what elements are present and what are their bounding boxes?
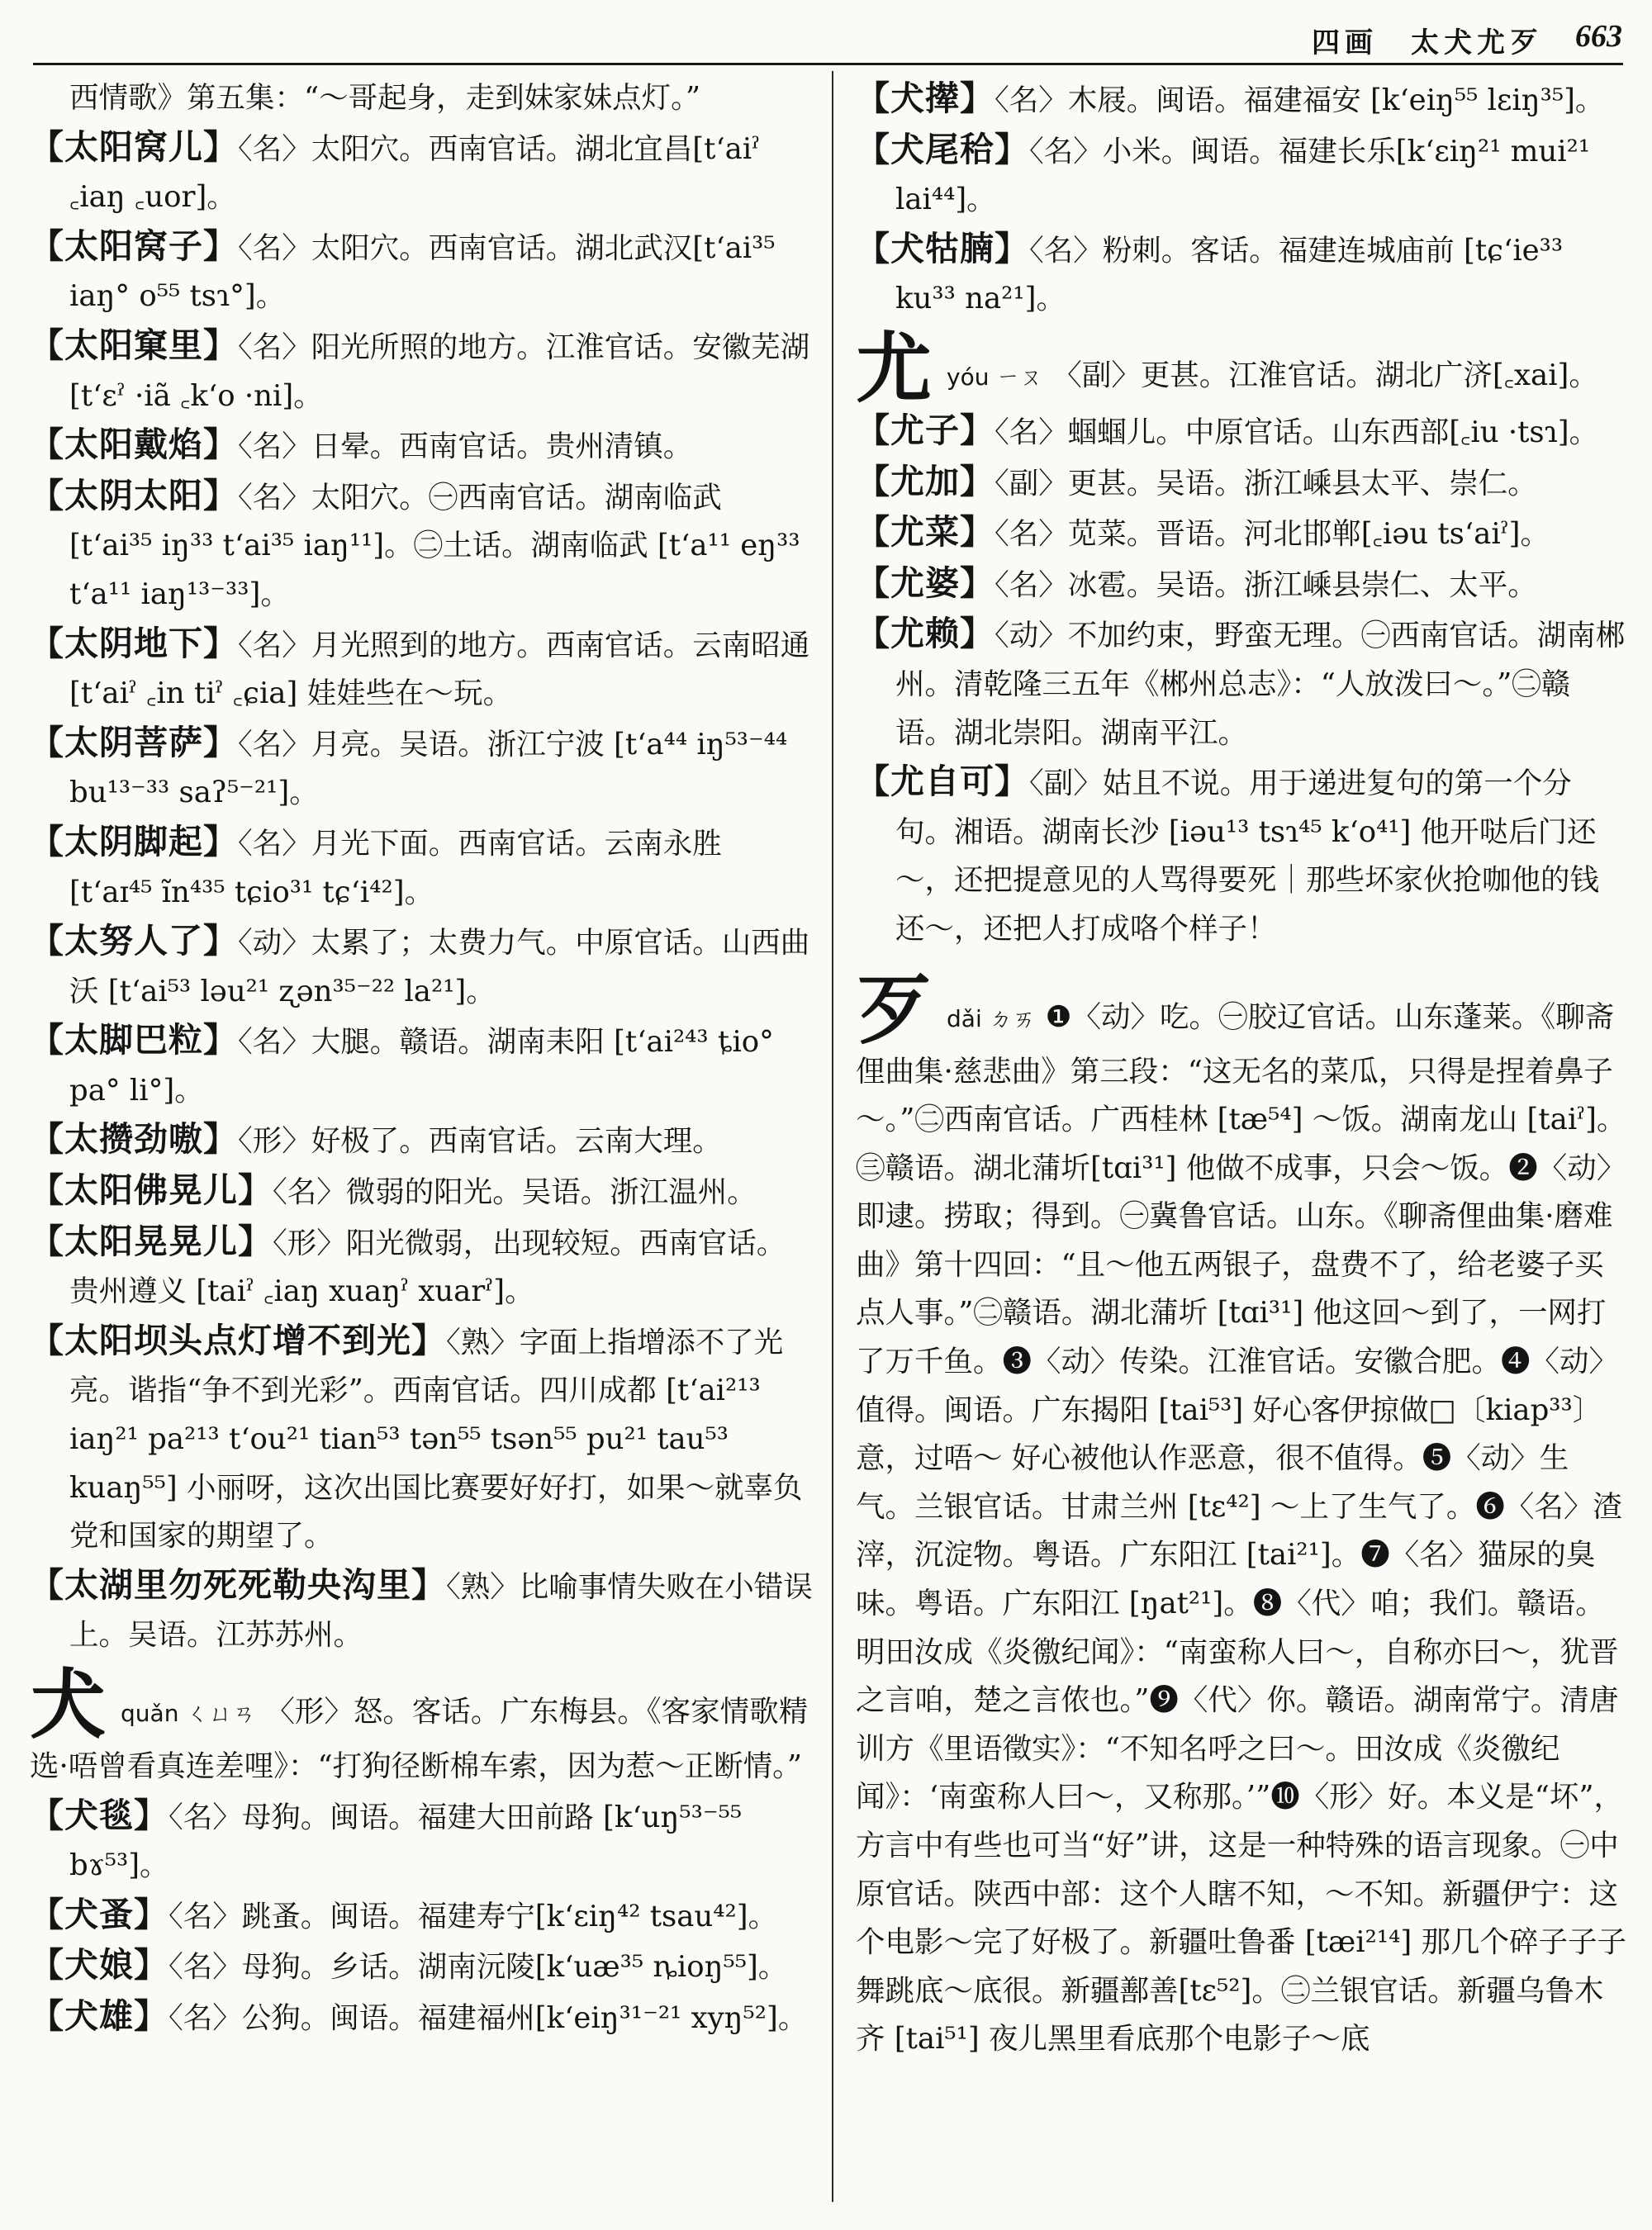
entry-text: 〈名〉太阳穴。西南官话。湖北武汉[tʻai³⁵ iaŋ° o⁵⁵ tsɿ°]。 xyxy=(69,230,776,314)
header-rule xyxy=(33,63,1623,65)
entry-text: 〈名〉阳光所照的地方。江淮官话。安徽芜湖 [tʻɛˀ ·iã ꜀kʻo ·ni]。 xyxy=(69,330,810,413)
headword: 【太阳窠里】 xyxy=(30,325,238,365)
entry-text: 〈名〉冰雹。吴语。浙江嵊县崇仁、太平。 xyxy=(995,567,1537,602)
headword: 【太脚巴粒】 xyxy=(30,1020,238,1060)
entry-continuation: 西情歌》第五集：“～哥起身，走到妹家妹点灯。” xyxy=(69,81,701,115)
headword: 【太湖里勿死死勒央沟里】 xyxy=(30,1564,446,1605)
entry xyxy=(30,719,813,818)
entry-text: 〈副〉姑且不说。用于递进复句的第一个分句。湘语。湖南长沙 [iəu¹³ tsɿ⁴⁵ kʻo⁴¹] 他开哒后门还～，还把提意见的人骂得要死｜那些坏家伙抢咖他的钱还～，还把人打成咯个样子！ xyxy=(895,766,1600,946)
entry-text: 〈动〉太累了；太费力气。中原官话。山西曲沃 [tʻai⁵³ ləu²¹ ʐən³⁵⁻²² la²¹]。 xyxy=(69,926,810,1008)
headword: 【犬娘】 xyxy=(30,1945,169,1986)
pinyin: yóu ㄧㄡ xyxy=(947,363,1043,391)
right-column xyxy=(856,74,1627,2197)
character-entry xyxy=(30,1660,813,1791)
entry-text: ❶〈动〉吃。㊀胶辽官话。山东蓬莱。《聊斋俚曲集·慈悲曲》第三段：“这无名的菜瓜，只得是捏着鼻子～。”㊁西南官话。广西桂林 [tæ⁵⁴] ～饭。湖南龙山 [taiˀ]。㊂赣语。湖北蒲圻[tɑi³¹] 他做不成事，只会～饭。❷〈动〉即逮。捞取；得到。㊀冀鲁官话。山东。《聊斋俚曲集·磨难曲》第十四回：“且～他五两银子，盘费不了，给老婆子买点人事。”㊁赣语。湖北蒲圻 [tɑi³¹] 他这回～到了，一网打了万千鱼。❸〈动〉传染。江淮官话。安徽合肥。❹〈动〉值得。闽语。广东揭阳 [tai⁵³] 好心客伊掠做□〔kiap³³〕意，过唔～ 好心被他认作恶意，很不值得。❺〈动〉生气。兰银官话。甘肃兰州 [tɛ⁴²] ～上了生气了。❻〈名〉渣滓，沉淀物。粤语。广东阳江 [tai²¹]。❼〈名〉猫尿的臭味。粤语。广东阳江 [ŋat²¹]。❽〈代〉咱；我们。赣语。明田汝成《炎徼纪闻》：“南蛮称人曰～，自称亦曰～，犹晋之言咱，楚之言侬也。”❾〈代〉你。赣语。湖南常宁。清唐训方《里语徵实》：“不知名呼之曰～。田汝成《炎徼纪闻》：‘南蛮称人曰～，又称那。’”❿〈形〉好。本义是“坏”，方言中有些也可当“好”讲，这是一种特殊的语言现象。㊀中原官话。陕西中部：这个人瞎不知，～不知。新疆伊宁：这个电影～完了好极了。新疆吐鲁番 [tæi²¹⁴] 那几个碎子子子舞跳底～底很。新疆鄯善[tɛ⁵²]。㊁兰银官话。新疆乌鲁木齐 [tai⁵¹] 夜儿黑里看底那个电影子～底 xyxy=(856,999,1626,2057)
entry-text: 〈名〉跳蚤。闽语。福建寿宁[kʻɛiŋ⁴² tsau⁴²]。 xyxy=(169,1899,778,1933)
head-character: 尤 xyxy=(856,323,933,413)
headword: 【太阳晃晃儿】 xyxy=(30,1221,273,1261)
entry-text: 〈熟〉字面上指增添不了光亮。谐指“争不到光彩”。西南官话。四川成都 [tʻai²¹³ iaŋ²¹ pa²¹³ tʻou²¹ tian⁵³ tən⁵⁵ tsən⁵⁵ pu²¹ tau⁵³ kuaŋ⁵⁵] 小丽呀，这次出国比赛要好好打，如果～就辜负党和国家的期望了。 xyxy=(69,1325,803,1554)
entry xyxy=(30,123,813,222)
entry-text: 〈名〉月亮。吴语。浙江宁波 [tʻa⁴⁴ iŋ⁵³⁻⁴⁴ bu¹³⁻³³ saʔ⁵⁻²¹]。 xyxy=(69,727,788,810)
headword: 【太阳坝头点灯增不到光】 xyxy=(30,1320,446,1360)
entry-text: 〈名〉太阳穴。西南官话。湖北宜昌[tʻaiˀ ꜀iaŋ ꜀uor]。 xyxy=(69,131,761,215)
entry xyxy=(30,1561,813,1660)
entry xyxy=(30,1217,813,1317)
entry-text: 〈形〉阳光微弱，出现较短。西南官话。贵州遵义 [taiˀ ꜀iaŋ xuaŋˀ xuarˀ]。 xyxy=(69,1226,786,1309)
entry xyxy=(30,1115,813,1166)
entry-text: 〈副〉更甚。吴语。浙江嵊县太平、崇仁。 xyxy=(995,466,1537,501)
headword: 【犬牯腩】 xyxy=(856,228,1029,268)
entry xyxy=(856,508,1627,559)
entry-text: 〈名〉母狗。闽语。福建大田前路 [kʻuŋ⁵³⁻⁵⁵ bɤ⁵³]。 xyxy=(69,1800,743,1883)
entry xyxy=(30,321,813,420)
entry xyxy=(30,1791,813,1891)
page-number: 663 xyxy=(1575,19,1622,54)
entry-text: 〈形〉好极了。西南官话。云南大理。 xyxy=(238,1124,722,1159)
page-header xyxy=(0,0,1652,64)
entry xyxy=(30,1992,813,2043)
entry-text: 〈名〉大腿。赣语。湖南耒阳 [tʻai²⁴³ ȶio° pa° li°]。 xyxy=(69,1025,774,1108)
head-character: 犬 xyxy=(30,1660,107,1749)
entry-text: 〈名〉蝈蝈儿。中原官话。山东西部[꜀iu ·tsɿ]。 xyxy=(995,415,1599,449)
entry xyxy=(30,1891,813,1942)
entry xyxy=(856,406,1627,458)
entry xyxy=(856,559,1627,610)
character-entry xyxy=(856,965,1627,2064)
headword: 【太阳戴焰】 xyxy=(30,425,238,465)
headword: 【尤婆】 xyxy=(856,562,995,603)
running-head-title: 四画 太犬尤歹 xyxy=(1312,26,1543,59)
entry-text: 〈名〉月光照到的地方。西南官话。云南昭通 [tʻaiˀ ꜀in tiˀ ꜀ɕia] 娃娃些在～玩。 xyxy=(69,628,810,711)
entry xyxy=(30,1166,813,1217)
headword: 【太阴脚起】 xyxy=(30,821,238,861)
headword: 【犬雄】 xyxy=(30,1995,169,2036)
entry-text: 〈名〉公狗。闽语。福建福州[kʻeiŋ³¹⁻²¹ xyŋ⁵²]。 xyxy=(169,2000,808,2035)
pinyin: quǎn ㄑㄩㄢ xyxy=(121,1700,256,1727)
column-divider xyxy=(832,71,833,2202)
entry xyxy=(30,472,813,619)
headword: 【尤菜】 xyxy=(856,512,995,553)
entry-text: 〈熟〉比喻事情失败在小错误上。吴语。江苏苏州。 xyxy=(69,1569,813,1653)
headword: 【犬尾秴】 xyxy=(856,129,1029,169)
headword: 【犬毯】 xyxy=(30,1795,169,1835)
entry-text: 〈名〉母狗。乡话。湖南沅陵[kʻuæ³⁵ ȵioŋ⁵⁵]。 xyxy=(169,1950,788,1985)
entry-text: 〈副〉更甚。江淮官话。湖北广济[꜀xai]。 xyxy=(1052,358,1598,392)
headword: 【太阴地下】 xyxy=(30,623,238,663)
entry-text: 〈名〉苋菜。晋语。河北邯郸[꜀iəu tsʻaiˀ]。 xyxy=(995,517,1550,552)
left-column xyxy=(30,74,813,2197)
entry-text: 〈名〉日晕。西南官话。贵州清镇。 xyxy=(238,429,693,464)
entry xyxy=(856,458,1627,509)
entry xyxy=(856,126,1627,225)
headword: 【太阴太阳】 xyxy=(30,475,238,515)
entry xyxy=(30,1941,813,1992)
head-character: 歹 xyxy=(856,965,933,1055)
headword: 【太阴菩萨】 xyxy=(30,722,238,762)
character-entry xyxy=(856,323,1627,413)
headword: 【尤赖】 xyxy=(856,614,995,654)
headword: 【尤自可】 xyxy=(856,762,1029,802)
headword: 【太阳佛晃儿】 xyxy=(30,1170,273,1211)
entry xyxy=(30,420,813,472)
entry-text: 〈名〉月光下面。西南官话。云南永胜 [tʻaɪ⁴⁵ ĩn⁴³⁵ tɕio³¹ tɕʻi⁴²]。 xyxy=(69,826,722,909)
pinyin: dǎi ㄉㄞ xyxy=(947,1004,1036,1032)
entry-text: 〈名〉太阳穴。㊀西南官话。湖南临武 [tʻai³⁵ iŋ³³ tʻai³⁵ iaŋ¹¹]。㊁土话。湖南临武 [tʻa¹¹ eŋ³³ tʻa¹¹ iaŋ¹³⁻³³]。 xyxy=(69,480,800,611)
entry xyxy=(856,610,1627,757)
entry xyxy=(30,222,813,321)
headword: 【太阳窝子】 xyxy=(30,225,238,266)
entry xyxy=(30,619,813,719)
headword: 【太攒劲嗷】 xyxy=(30,1119,238,1160)
entry-text: 〈动〉不加约束，野蛮无理。㊀西南官话。湖南郴州。清乾隆三五年《郴州总志》：“人放泼曰～。”㊁赣语。湖北崇阳。湖南平江。 xyxy=(895,619,1626,750)
entry-text: 〈名〉微弱的阳光。吴语。浙江温州。 xyxy=(273,1175,757,1210)
entry-text: 〈名〉木屐。闽语。福建福安 [kʻeiŋ⁵⁵ lɛiŋ³⁵]。 xyxy=(995,83,1605,117)
headword: 【尤加】 xyxy=(856,461,995,501)
headword: 【犬蚤】 xyxy=(30,1894,169,1934)
entry xyxy=(30,1317,813,1561)
headword: 【太阳窝儿】 xyxy=(30,126,238,167)
entry xyxy=(856,757,1627,953)
entry xyxy=(30,917,813,1016)
entry-text: 〈名〉小米。闽语。福建长乐[kʻɛiŋ²¹ mui²¹ lai⁴⁴]。 xyxy=(895,134,1591,217)
entry xyxy=(856,74,1627,126)
entry xyxy=(856,225,1627,324)
headword: 【尤子】 xyxy=(856,410,995,450)
entry xyxy=(30,1016,813,1115)
headword: 【太努人了】 xyxy=(30,921,238,961)
entry-text: 〈形〉怒。客话。广东梅县。《客家情歌精选·唔曾看真连差哩》：“打狗径断棉车索，因为惹～正断情。” xyxy=(30,1695,809,1783)
entry xyxy=(30,818,813,917)
headword: 【犬撵】 xyxy=(856,78,995,118)
entry-text: 〈名〉粉刺。客话。福建连城庙前 [tɕʻie³³ ku³³ na²¹]。 xyxy=(895,233,1564,316)
